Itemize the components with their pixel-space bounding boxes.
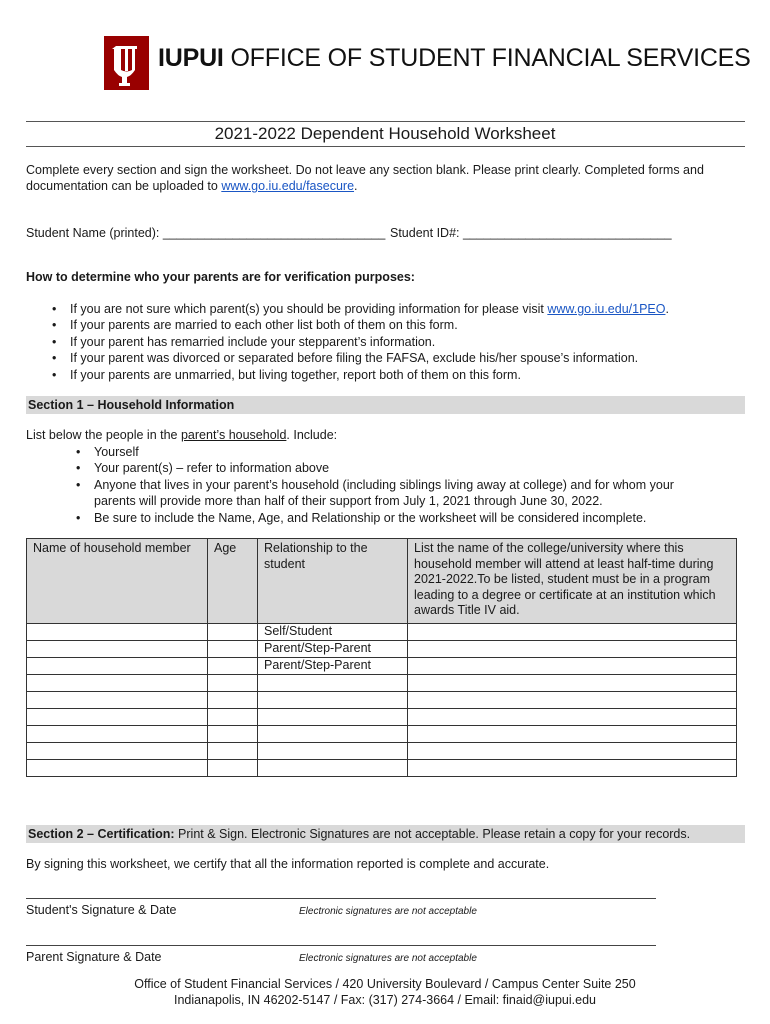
college-cell[interactable] <box>408 692 737 709</box>
bullet-text: If you are not sure which parent(s) you should be providing information for please visit <box>70 302 544 316</box>
table-row <box>27 641 737 658</box>
name-cell[interactable] <box>27 658 208 675</box>
age-cell[interactable] <box>208 726 258 743</box>
list-item: • If your parent was divorced or separated before filing the FAFSA, exclude his/her spouse’s information. <box>52 350 742 366</box>
section2-header <box>26 825 745 843</box>
age-cell[interactable] <box>208 743 258 760</box>
age-cell[interactable] <box>208 760 258 777</box>
student-signature-label: Student's Signature & Date <box>26 903 177 917</box>
name-cell[interactable] <box>27 624 208 641</box>
college-cell[interactable] <box>408 709 737 726</box>
student-signature-note: Electronic signatures are not acceptable <box>299 906 477 917</box>
parent-signature-note: Electronic signatures are not acceptable <box>299 953 477 964</box>
age-cell[interactable] <box>208 641 258 658</box>
intro-paragraph <box>26 162 746 194</box>
list-item: • If your parent has remarried include your stepparent’s information. <box>52 334 742 350</box>
intro-end: . <box>354 179 358 193</box>
intro-post: . Include: <box>286 428 338 442</box>
intro-text: Complete every section and sign the worksheet. Do not leave any section blank. Please print clearly. Completed forms and documentation can be uploaded to <box>26 163 704 193</box>
1peo-link[interactable]: www.go.iu.edu/1PEO <box>547 302 666 316</box>
relationship-cell[interactable] <box>258 743 408 760</box>
household-table <box>26 538 737 777</box>
table-header-row <box>27 539 737 624</box>
parent-signature-label: Parent Signature & Date <box>26 950 162 964</box>
bullet-end: . <box>665 302 669 316</box>
table-row <box>27 726 737 743</box>
relationship-cell: Parent/Step-Parent <box>258 658 408 675</box>
relationship-cell[interactable] <box>258 692 408 709</box>
relationship-cell: Self/Student <box>258 624 408 641</box>
college-cell[interactable] <box>408 658 737 675</box>
list-item: • Your parent(s) – refer to information above <box>76 460 716 476</box>
relationship-cell[interactable] <box>258 726 408 743</box>
table-row <box>27 692 737 709</box>
table-row <box>27 709 737 726</box>
iu-logo <box>104 36 149 90</box>
list-item: • If your parents are married to each other list both of them on this form. <box>52 317 742 333</box>
age-cell[interactable] <box>208 692 258 709</box>
section2-title: Section 2 – Certification: <box>28 827 175 841</box>
parent-signature-line[interactable] <box>26 945 656 946</box>
document-title: 2021-2022 Dependent Household Worksheet <box>214 124 556 143</box>
name-cell[interactable] <box>27 692 208 709</box>
name-cell[interactable] <box>27 743 208 760</box>
certify-text: By signing this worksheet, we certify that all the information reported is complete and accurate. <box>26 857 550 871</box>
section1-title: Section 1 – Household Information <box>28 398 235 412</box>
intro-pre: List below the people in the <box>26 428 178 442</box>
fasecure-link[interactable]: www.go.iu.edu/fasecure <box>221 179 355 193</box>
age-cell[interactable] <box>208 709 258 726</box>
trident-icon <box>104 36 149 90</box>
college-cell[interactable] <box>408 760 737 777</box>
list-item <box>52 301 742 317</box>
header-name: Name of household member <box>27 539 208 624</box>
table-row <box>27 624 737 641</box>
header-college: List the name of the college/university where this household member will attend at least half-time during 2021-2022.To be listed, student must be in a program leading to a degree or certificate at an institution which awards Title IV aid. <box>408 539 737 624</box>
name-cell[interactable] <box>27 709 208 726</box>
parents-heading: How to determine who your parents are for verification purposes: <box>26 270 415 284</box>
name-cell[interactable] <box>27 726 208 743</box>
age-cell[interactable] <box>208 624 258 641</box>
age-cell[interactable] <box>208 675 258 692</box>
section2-subtitle: Print & Sign. Electronic Signatures are not acceptable. Please retain a copy for your records. <box>174 827 691 841</box>
relationship-cell[interactable] <box>258 709 408 726</box>
footer-contact: Indianapolis, IN 46202-5147 / Fax: (317) 274-3664 / Email: finaid@iupui.edu <box>174 993 596 1007</box>
list-item: • Yourself <box>76 444 716 460</box>
age-cell[interactable] <box>208 658 258 675</box>
section1-list <box>76 444 716 526</box>
student-id-field[interactable]: Student ID#: ______________________________ <box>390 226 672 240</box>
list-item: • Anyone that lives in your parent’s household (including siblings living away at college) and for whom your parents will provide more than half of their support from July 1, 2021 through June 30, 2022. <box>76 477 716 510</box>
parents-household-text: parent’s household <box>180 428 287 442</box>
section1-intro <box>26 428 337 442</box>
list-item: • If your parents are unmarried, but living together, report both of them on this form. <box>52 367 742 383</box>
table-row <box>27 760 737 777</box>
college-cell[interactable] <box>408 675 737 692</box>
header-relationship: Relationship to the student <box>258 539 408 624</box>
brand-name: IUPUI <box>158 44 224 72</box>
section1-header <box>26 396 745 414</box>
list-item: • Be sure to include the Name, Age, and Relationship or the worksheet will be considered incomplete. <box>76 510 716 526</box>
college-cell[interactable] <box>408 743 737 760</box>
college-cell[interactable] <box>408 726 737 743</box>
student-name-field[interactable]: Student Name (printed): ________________________________ <box>26 226 386 240</box>
name-cell[interactable] <box>27 760 208 777</box>
footer <box>0 976 770 1008</box>
footer-address: Office of Student Financial Services / 420 University Boulevard / Campus Center Suite 250 <box>134 977 636 991</box>
divider-top <box>26 121 745 122</box>
divider-title <box>26 146 745 147</box>
relationship-cell[interactable] <box>258 760 408 777</box>
table-row <box>27 743 737 760</box>
header-age: Age <box>208 539 258 624</box>
college-cell[interactable] <box>408 624 737 641</box>
relationship-cell: Parent/Step-Parent <box>258 641 408 658</box>
office-name: OFFICE OF STUDENT FINANCIAL SERVICES <box>230 44 751 72</box>
office-title <box>158 44 751 73</box>
college-cell[interactable] <box>408 641 737 658</box>
name-cell[interactable] <box>27 675 208 692</box>
table-row <box>27 675 737 692</box>
student-signature-line[interactable] <box>26 898 656 899</box>
relationship-cell[interactable] <box>258 675 408 692</box>
parents-list <box>52 301 742 383</box>
table-row <box>27 658 737 675</box>
name-cell[interactable] <box>27 641 208 658</box>
